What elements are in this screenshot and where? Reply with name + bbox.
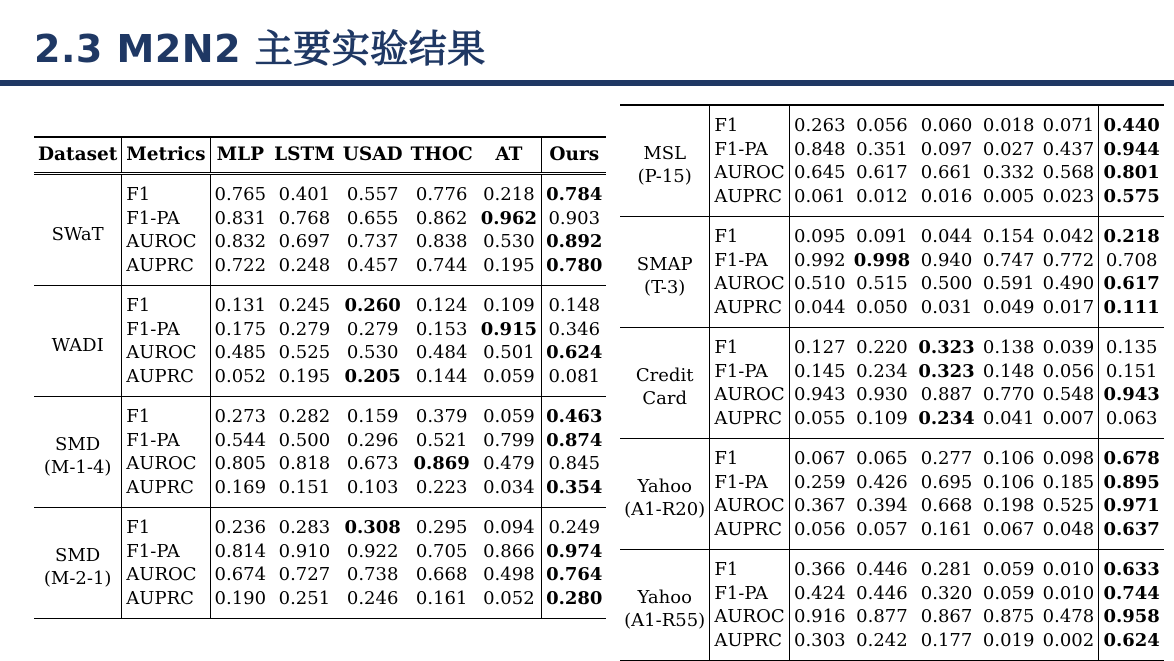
- value-cell: 0.218: [1099, 217, 1164, 249]
- metric-cell: F1: [710, 439, 790, 471]
- value-cell: 0.869: [413, 453, 470, 474]
- value-cell: 0.259: [789, 471, 849, 495]
- value-cell: 0.668: [920, 495, 973, 516]
- metric-cell: F1: [122, 397, 210, 429]
- header-mlp: MLP: [210, 137, 270, 174]
- value-cell: 0.153: [415, 318, 468, 340]
- value-cell: 0.097: [920, 138, 973, 160]
- value-cell: 0.281: [920, 559, 973, 580]
- value-cell: 0.770: [982, 384, 1035, 405]
- value-cell: 0.018: [982, 115, 1035, 136]
- metric-cell: F1-PA: [710, 249, 790, 273]
- value-cell: 0.394: [856, 495, 908, 516]
- dataset-cell-yahoo-a1-r55: Yahoo (A1-R55): [624, 587, 706, 631]
- value-cell: 0.161: [415, 587, 468, 609]
- dataset-cell-wadi: WADI: [51, 334, 104, 356]
- value-cell: 0.548: [1042, 384, 1095, 405]
- value-cell: 0.575: [1099, 185, 1164, 217]
- value-cell: 0.479: [483, 453, 535, 474]
- value-cell: 0.768: [278, 207, 331, 229]
- dataset-cell-msl-p-15: MSL (P-15): [637, 143, 692, 187]
- table-row: [34, 508, 606, 540]
- value-cell: 0.637: [1099, 518, 1164, 550]
- value-cell: 0.617: [856, 162, 908, 183]
- value-cell: 0.332: [982, 162, 1035, 183]
- value-cell: 0.525: [278, 342, 331, 363]
- value-cell: 0.323: [918, 337, 975, 358]
- value-cell: 0.308: [344, 517, 401, 538]
- value-cell: 0.177: [920, 629, 973, 651]
- value-cell: 0.530: [346, 342, 399, 363]
- metric-cell: F1: [710, 328, 790, 360]
- value-cell: 0.958: [1099, 605, 1164, 629]
- value-cell: 0.044: [920, 226, 973, 247]
- value-cell: 0.591: [982, 273, 1035, 294]
- value-cell: 0.737: [346, 231, 399, 252]
- value-cell: 0.845: [542, 452, 607, 476]
- value-cell: 0.738: [346, 564, 399, 585]
- metric-cell: F1: [710, 550, 790, 582]
- value-cell: 0.544: [210, 429, 270, 453]
- value-cell: 0.801: [1099, 161, 1164, 185]
- value-cell: 0.744: [415, 254, 468, 276]
- value-cell: 0.346: [542, 318, 607, 342]
- metric-cell: F1-PA: [710, 360, 790, 384]
- value-cell: 0.915: [480, 318, 538, 340]
- value-cell: 0.282: [278, 406, 331, 427]
- results-table-left: [34, 136, 606, 619]
- value-cell: 0.485: [210, 341, 270, 365]
- value-cell: 0.044: [789, 296, 849, 328]
- left-table-body: [34, 174, 606, 619]
- value-cell: 0.059: [483, 365, 535, 387]
- value-cell: 0.249: [542, 508, 607, 540]
- value-cell: 0.246: [346, 587, 399, 609]
- value-cell: 0.892: [542, 230, 607, 254]
- value-cell: 0.764: [542, 563, 607, 587]
- value-cell: 0.645: [789, 161, 849, 185]
- header-dataset: Dataset: [38, 144, 118, 166]
- value-cell: 0.034: [483, 476, 535, 498]
- value-cell: 0.234: [856, 360, 908, 382]
- results-table-right: [620, 104, 1164, 661]
- value-cell: 0.010: [1042, 559, 1095, 580]
- value-cell: 0.039: [1042, 337, 1095, 358]
- value-cell: 0.050: [856, 296, 908, 318]
- value-cell: 0.218: [483, 184, 535, 205]
- metric-cell: AUROC: [710, 605, 790, 629]
- value-cell: 0.525: [1042, 495, 1095, 516]
- value-cell: 0.145: [789, 360, 849, 384]
- value-cell: 0.111: [1099, 296, 1164, 328]
- slide-title: 2.3 M2N2 主要实验结果: [34, 27, 486, 71]
- value-cell: 0.159: [346, 406, 399, 427]
- metric-cell: AUPRC: [122, 365, 210, 397]
- value-cell: 0.831: [210, 207, 270, 231]
- value-cell: 0.280: [542, 587, 607, 619]
- value-cell: 0.055: [789, 407, 849, 439]
- value-cell: 0.052: [210, 365, 270, 397]
- value-cell: 0.042: [1042, 226, 1095, 247]
- dataset-cell-smd-m-1-4: SMD (M-1-4): [43, 434, 112, 478]
- value-cell: 0.198: [982, 495, 1035, 516]
- value-cell: 0.052: [483, 587, 535, 609]
- value-cell: 0.277: [920, 448, 973, 469]
- metric-cell: F1: [122, 508, 210, 540]
- value-cell: 0.722: [210, 254, 270, 286]
- value-cell: 0.705: [415, 540, 468, 562]
- value-cell: 0.944: [1099, 138, 1164, 162]
- value-cell: 0.500: [920, 273, 973, 294]
- value-cell: 0.366: [789, 550, 849, 582]
- value-cell: 0.877: [856, 606, 908, 627]
- metric-cell: F1-PA: [122, 429, 210, 453]
- value-cell: 0.772: [1042, 249, 1095, 271]
- value-cell: 0.765: [210, 174, 270, 207]
- value-cell: 0.838: [415, 231, 468, 252]
- value-cell: 0.784: [542, 174, 607, 207]
- metric-cell: F1-PA: [710, 471, 790, 495]
- value-cell: 0.161: [920, 518, 973, 540]
- value-cell: 0.437: [1042, 138, 1095, 160]
- header-thoc: THOC: [410, 144, 473, 166]
- value-cell: 0.002: [1042, 629, 1095, 651]
- metric-cell: F1-PA: [710, 138, 790, 162]
- title-divider-bar: [0, 80, 1174, 86]
- table-row: [34, 397, 606, 429]
- value-cell: 0.049: [982, 296, 1035, 318]
- value-cell: 0.131: [210, 286, 270, 318]
- value-cell: 0.041: [982, 407, 1035, 429]
- value-cell: 0.056: [856, 115, 908, 136]
- value-cell: 0.065: [856, 448, 908, 469]
- value-cell: 0.023: [1042, 185, 1095, 207]
- value-cell: 0.296: [346, 429, 399, 451]
- value-cell: 0.874: [542, 429, 607, 453]
- value-cell: 0.998: [853, 249, 911, 271]
- value-cell: 0.148: [982, 360, 1035, 382]
- value-cell: 0.060: [920, 115, 973, 136]
- value-cell: 0.283: [278, 517, 331, 538]
- metric-cell: AUROC: [710, 494, 790, 518]
- header-ours: Ours: [542, 137, 607, 174]
- value-cell: 0.490: [1042, 273, 1095, 294]
- value-cell: 0.515: [856, 273, 908, 294]
- value-cell: 0.943: [1099, 383, 1164, 407]
- value-cell: 0.895: [1099, 471, 1164, 495]
- value-cell: 0.263: [789, 105, 849, 138]
- metric-cell: AUPRC: [122, 476, 210, 508]
- metric-cell: F1-PA: [122, 318, 210, 342]
- right-table-body: [620, 105, 1164, 661]
- value-cell: 0.530: [483, 231, 535, 252]
- value-cell: 0.379: [415, 406, 468, 427]
- value-cell: 0.848: [789, 138, 849, 162]
- value-cell: 0.862: [415, 207, 468, 229]
- value-cell: 0.875: [982, 606, 1035, 627]
- metric-cell: F1: [122, 286, 210, 318]
- header-metrics: Metrics: [122, 137, 210, 174]
- value-cell: 0.059: [982, 559, 1035, 580]
- dataset-cell-swat: SWaT: [51, 223, 104, 245]
- value-cell: 0.005: [982, 185, 1035, 207]
- value-cell: 0.708: [1099, 249, 1164, 273]
- header-row: [34, 137, 606, 174]
- metric-cell: AUROC: [710, 272, 790, 296]
- value-cell: 0.260: [344, 295, 401, 316]
- metric-cell: AUPRC: [122, 587, 210, 619]
- metric-cell: AUROC: [122, 452, 210, 476]
- value-cell: 0.922: [346, 540, 399, 562]
- value-cell: 0.799: [483, 429, 535, 451]
- value-cell: 0.017: [1042, 296, 1095, 318]
- value-cell: 0.655: [346, 207, 399, 229]
- value-cell: 0.138: [982, 337, 1035, 358]
- metric-cell: AUPRC: [710, 629, 790, 661]
- metric-cell: AUROC: [122, 341, 210, 365]
- value-cell: 0.007: [1042, 407, 1095, 429]
- value-cell: 0.832: [210, 230, 270, 254]
- value-cell: 0.027: [982, 138, 1035, 160]
- metric-cell: AUROC: [122, 563, 210, 587]
- value-cell: 0.521: [415, 429, 468, 451]
- value-cell: 0.992: [789, 249, 849, 273]
- table-row: [34, 286, 606, 318]
- value-cell: 0.106: [982, 471, 1035, 493]
- value-cell: 0.457: [346, 254, 399, 276]
- value-cell: 0.063: [1099, 407, 1164, 439]
- value-cell: 0.144: [415, 365, 468, 387]
- value-cell: 0.010: [1042, 582, 1095, 604]
- value-cell: 0.169: [210, 476, 270, 508]
- value-cell: 0.557: [346, 184, 399, 205]
- value-cell: 0.279: [346, 318, 399, 340]
- value-cell: 0.903: [542, 207, 607, 231]
- value-cell: 0.273: [210, 397, 270, 429]
- metric-cell: F1-PA: [710, 582, 790, 606]
- value-cell: 0.223: [415, 476, 468, 498]
- value-cell: 0.323: [918, 360, 975, 382]
- value-cell: 0.094: [483, 517, 535, 538]
- value-cell: 0.367: [789, 494, 849, 518]
- value-cell: 0.744: [1099, 582, 1164, 606]
- value-cell: 0.245: [278, 295, 331, 316]
- value-cell: 0.940: [920, 249, 973, 271]
- dataset-cell-credit-card: Credit Card: [635, 365, 694, 409]
- table-row: [34, 174, 606, 207]
- value-cell: 0.071: [1042, 115, 1095, 136]
- value-cell: 0.098: [1042, 448, 1095, 469]
- header-at: AT: [495, 144, 523, 166]
- value-cell: 0.242: [856, 629, 908, 651]
- header-lstm: LSTM: [274, 144, 335, 166]
- header-usad: USAD: [342, 144, 403, 166]
- value-cell: 0.279: [278, 318, 331, 340]
- value-cell: 0.463: [542, 397, 607, 429]
- value-cell: 0.974: [542, 540, 607, 564]
- value-cell: 0.668: [415, 564, 468, 585]
- value-cell: 0.617: [1099, 272, 1164, 296]
- value-cell: 0.568: [1042, 162, 1095, 183]
- value-cell: 0.016: [920, 185, 973, 207]
- table-row: [620, 550, 1164, 582]
- value-cell: 0.776: [415, 184, 468, 205]
- value-cell: 0.205: [344, 365, 401, 387]
- value-cell: 0.109: [856, 407, 908, 429]
- value-cell: 0.351: [856, 138, 908, 160]
- metric-cell: AUROC: [122, 230, 210, 254]
- metric-cell: F1-PA: [122, 207, 210, 231]
- value-cell: 0.661: [920, 162, 973, 183]
- value-cell: 0.067: [789, 439, 849, 471]
- metric-cell: AUPRC: [710, 518, 790, 550]
- value-cell: 0.633: [1099, 550, 1164, 582]
- value-cell: 0.251: [278, 587, 331, 609]
- value-cell: 0.248: [278, 254, 331, 276]
- value-cell: 0.091: [856, 226, 908, 247]
- value-cell: 0.236: [210, 508, 270, 540]
- value-cell: 0.484: [415, 342, 468, 363]
- metric-cell: F1: [710, 217, 790, 249]
- dataset-cell-smap-t-3: SMAP (T-3): [636, 254, 693, 298]
- value-cell: 0.867: [920, 606, 973, 627]
- value-cell: 0.019: [982, 629, 1035, 651]
- value-cell: 0.220: [856, 337, 908, 358]
- value-cell: 0.012: [856, 185, 908, 207]
- value-cell: 0.154: [982, 226, 1035, 247]
- value-cell: 0.446: [856, 582, 908, 604]
- value-cell: 0.056: [789, 518, 849, 550]
- value-cell: 0.818: [278, 453, 331, 474]
- value-cell: 0.320: [920, 582, 973, 604]
- value-cell: 0.780: [542, 254, 607, 286]
- table-row: [620, 328, 1164, 360]
- value-cell: 0.624: [1099, 629, 1164, 661]
- value-cell: 0.910: [278, 540, 331, 562]
- value-cell: 0.401: [278, 184, 331, 205]
- value-cell: 0.887: [920, 384, 973, 405]
- value-cell: 0.059: [982, 582, 1035, 604]
- value-cell: 0.124: [415, 295, 468, 316]
- metric-cell: AUPRC: [122, 254, 210, 286]
- value-cell: 0.971: [1099, 494, 1164, 518]
- value-cell: 0.061: [789, 185, 849, 217]
- value-cell: 0.135: [1099, 328, 1164, 360]
- value-cell: 0.446: [856, 559, 908, 580]
- value-cell: 0.234: [918, 407, 975, 429]
- value-cell: 0.916: [789, 605, 849, 629]
- value-cell: 0.962: [480, 207, 538, 229]
- value-cell: 0.148: [542, 286, 607, 318]
- value-cell: 0.426: [856, 471, 908, 493]
- value-cell: 0.106: [982, 448, 1035, 469]
- value-cell: 0.930: [856, 384, 908, 405]
- value-cell: 0.866: [483, 540, 535, 562]
- metric-cell: AUPRC: [710, 407, 790, 439]
- value-cell: 0.067: [982, 518, 1035, 540]
- value-cell: 0.727: [278, 564, 331, 585]
- table-row: [620, 105, 1164, 138]
- value-cell: 0.127: [789, 328, 849, 360]
- value-cell: 0.424: [789, 582, 849, 606]
- value-cell: 0.678: [1099, 439, 1164, 471]
- value-cell: 0.190: [210, 587, 270, 619]
- value-cell: 0.747: [982, 249, 1035, 271]
- value-cell: 0.354: [542, 476, 607, 508]
- value-cell: 0.478: [1042, 606, 1095, 627]
- value-cell: 0.109: [483, 295, 535, 316]
- value-cell: 0.175: [210, 318, 270, 342]
- value-cell: 0.103: [346, 476, 399, 498]
- value-cell: 0.440: [1099, 105, 1164, 138]
- value-cell: 0.500: [278, 429, 331, 451]
- value-cell: 0.805: [210, 452, 270, 476]
- value-cell: 0.095: [789, 217, 849, 249]
- value-cell: 0.056: [1042, 360, 1095, 382]
- metric-cell: F1: [710, 105, 790, 138]
- value-cell: 0.295: [415, 517, 468, 538]
- table-row: [620, 217, 1164, 249]
- value-cell: 0.814: [210, 540, 270, 564]
- metric-cell: AUROC: [710, 383, 790, 407]
- metric-cell: AUPRC: [710, 296, 790, 328]
- value-cell: 0.501: [483, 342, 535, 363]
- dataset-cell-smd-m-2-1: SMD (M-2-1): [43, 545, 112, 589]
- value-cell: 0.048: [1042, 518, 1095, 540]
- value-cell: 0.673: [346, 453, 399, 474]
- value-cell: 0.674: [210, 563, 270, 587]
- value-cell: 0.510: [789, 272, 849, 296]
- value-cell: 0.057: [856, 518, 908, 540]
- value-cell: 0.059: [483, 406, 535, 427]
- value-cell: 0.943: [789, 383, 849, 407]
- value-cell: 0.195: [278, 365, 331, 387]
- metric-cell: F1: [122, 174, 210, 207]
- value-cell: 0.697: [278, 231, 331, 252]
- value-cell: 0.624: [542, 341, 607, 365]
- value-cell: 0.498: [483, 564, 535, 585]
- value-cell: 0.081: [542, 365, 607, 397]
- table-row: [620, 439, 1164, 471]
- value-cell: 0.303: [789, 629, 849, 661]
- value-cell: 0.695: [920, 471, 973, 493]
- value-cell: 0.151: [1099, 360, 1164, 384]
- dataset-cell-yahoo-a1-r20: Yahoo (A1-R20): [624, 476, 706, 520]
- value-cell: 0.031: [920, 296, 973, 318]
- metric-cell: AUPRC: [710, 185, 790, 217]
- metric-cell: F1-PA: [122, 540, 210, 564]
- value-cell: 0.195: [483, 254, 535, 276]
- value-cell: 0.151: [278, 476, 331, 498]
- value-cell: 0.185: [1042, 471, 1095, 493]
- metric-cell: AUROC: [710, 161, 790, 185]
